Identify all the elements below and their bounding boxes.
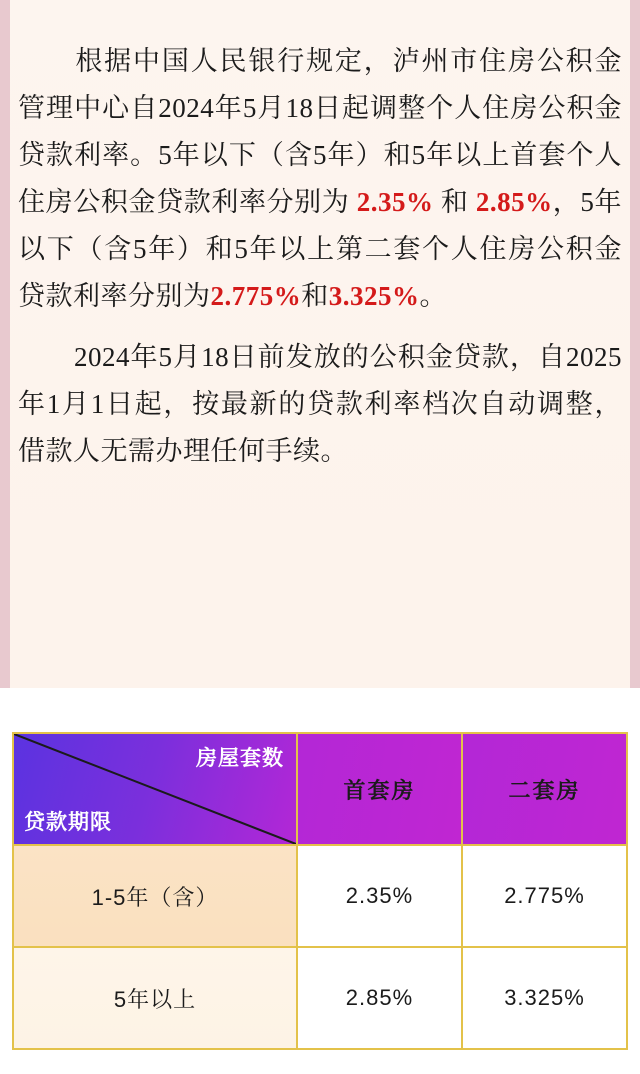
column-header-first-home: 首套房: [297, 733, 462, 845]
article-body: [18, 38, 622, 489]
rate-first-home-1-5: 2.35%: [297, 845, 462, 947]
text-run: 2024年5月18日前发放的公积金贷款，自2025年1月1日起，按最新的贷款利率档次自动调整，借款人无需办理任何手续。: [18, 342, 622, 466]
paragraph-2-text: [18, 342, 622, 466]
text-run: 根据中国人民银行规定，泸州市住房公积金管理中心自2024年5月18日起调整个人住房公积金贷款利率。5年以下（含5年）和5年以上首套个人住房公积金贷款利率分别为: [18, 46, 622, 217]
rate-table-section: [0, 710, 640, 1074]
paragraph-2: [18, 334, 622, 475]
left-edge-stripe: [0, 0, 10, 688]
column-header-second-home: 二套房: [462, 733, 627, 845]
corner-top-label: 房屋套数: [196, 747, 284, 770]
section-divider: [0, 688, 640, 710]
table-row: [13, 947, 627, 1049]
text-run: ，5年以下（含5年）和5年以上第二套个人住房公积金贷款利率分别为: [18, 187, 623, 311]
row-label-1-5-years: 1-5年（含）: [13, 845, 297, 947]
table-header-row: [13, 733, 627, 845]
paragraph-1: [18, 38, 622, 320]
text-run: 和: [301, 281, 329, 311]
right-edge-stripe: [630, 0, 640, 688]
row-label-over-5-years: 5年以上: [13, 947, 297, 1049]
paragraph-1-text: [18, 46, 622, 311]
corner-bottom-label: 贷款期限: [24, 811, 112, 834]
highlighted-rate: 2.35%: [356, 187, 434, 217]
table-row: [13, 845, 627, 947]
text-run: 和: [433, 187, 476, 217]
rate-first-home-over-5: 2.85%: [297, 947, 462, 1049]
rate-table: [12, 732, 628, 1050]
rate-second-home-1-5: 2.775%: [462, 845, 627, 947]
rate-second-home-over-5: 3.325%: [462, 947, 627, 1049]
highlighted-rate: 3.325%: [328, 281, 420, 311]
text-run: 。: [419, 281, 447, 311]
highlighted-rate: 2.775%: [210, 281, 302, 311]
highlighted-rate: 2.85%: [475, 187, 553, 217]
table-corner-cell: [13, 733, 297, 845]
